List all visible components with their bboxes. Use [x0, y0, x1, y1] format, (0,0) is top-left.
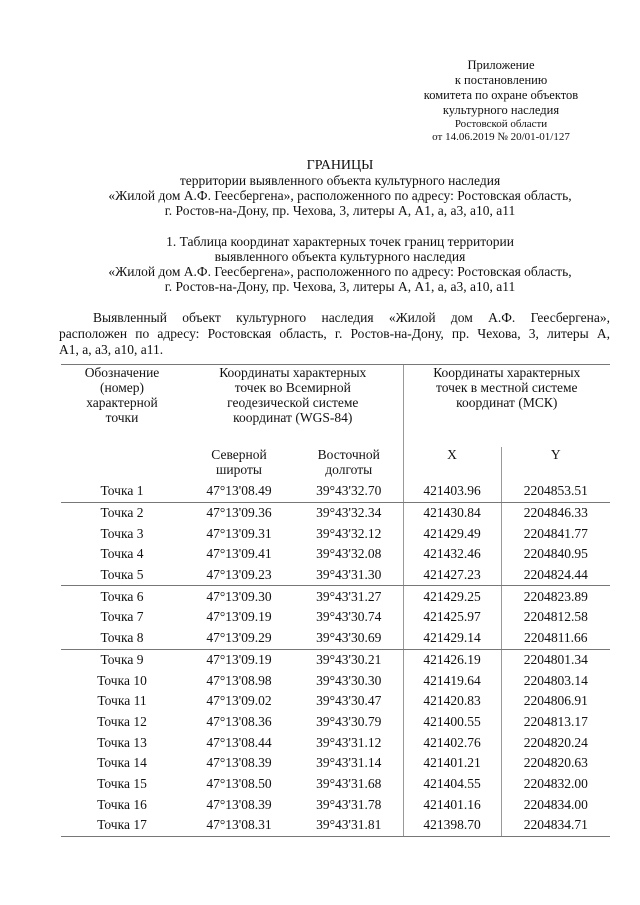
longitude-cell: 39°43'30.47	[316, 693, 382, 709]
document-title-heading: ГРАНИЦЫ	[306, 158, 374, 173]
document-title-line: территории выявленного объекта культурного наследия	[179, 173, 501, 188]
latitude-cell: 47°13'08.49	[183, 481, 295, 502]
y-coordinate-cell: 2204846.33	[501, 502, 610, 523]
intro-paragraph	[59, 310, 610, 358]
table-row	[61, 481, 610, 502]
longitude-cell: 39°43'32.08	[316, 546, 382, 562]
x-coordinate-cell: 421429.49	[403, 523, 501, 544]
intro-line: расположен по адресу: Ростовская область, г. Ростов-на-Дону, пр. Чехова, 3, литеры А,	[59, 326, 610, 341]
latitude-cell: 47°13'09.31	[206, 525, 272, 541]
y-coordinate-cell: 2204803.14	[501, 670, 610, 691]
y-coordinate-cell: 2204813.17	[501, 712, 610, 733]
point-name-cell: Точка 11	[97, 693, 147, 709]
latitude-cell: 47°13'08.31	[183, 815, 295, 836]
header-line: точек во Всемирной	[234, 380, 351, 395]
latitude-cell: 47°13'08.39	[206, 755, 272, 771]
y-coordinate-cell: 2204841.77	[501, 523, 610, 544]
table-row	[61, 544, 610, 565]
latitude-cell: 47°13'09.19	[206, 609, 272, 625]
header-line: широты	[216, 462, 262, 477]
y-coordinate-cell: 2204811.66	[501, 628, 610, 649]
latitude-cell: 47°13'08.39	[206, 796, 272, 812]
point-name-cell: Точка 12	[97, 713, 147, 729]
header-east-longitude	[295, 447, 403, 481]
latitude-cell: 47°13'09.29	[183, 628, 295, 649]
y-coordinate-cell: 2204834.00	[501, 794, 610, 815]
section-title-line: «Жилой дом А.Ф. Геесбергена», расположенного по адресу: Ростовская область,	[108, 264, 572, 279]
header-line: геодезической системе	[227, 395, 359, 410]
header-line: Координаты характерных	[433, 365, 581, 380]
appendix-line: культурного наследия	[442, 103, 560, 117]
header-line: точки	[105, 410, 139, 425]
appendix-line: Ростовской области	[454, 118, 548, 130]
header-line: Обозначение	[84, 365, 160, 380]
appendix-line: комитета по охране объектов	[423, 88, 579, 102]
document-title	[40, 158, 640, 218]
x-coordinate-cell: 421426.19	[403, 649, 501, 670]
section-title-line: выявленного объекта культурного наследия	[214, 249, 466, 264]
latitude-cell: 47°13'09.36	[206, 505, 272, 521]
longitude-cell: 39°43'31.27	[316, 588, 382, 604]
y-coordinate-cell: 2204832.00	[501, 774, 610, 795]
x-coordinate-cell: 421404.55	[403, 774, 501, 795]
longitude-cell: 39°43'31.30	[295, 565, 403, 586]
point-name-cell: Точка 10	[97, 672, 147, 688]
table-row	[61, 607, 610, 628]
longitude-cell: 39°43'30.21	[316, 651, 382, 667]
header-msk	[403, 365, 610, 448]
y-coordinate-cell: 2204812.58	[501, 607, 610, 628]
table-row	[61, 565, 610, 586]
x-coordinate-cell: 421402.76	[403, 732, 501, 753]
y-coordinate-cell: 2204801.34	[501, 649, 610, 670]
x-coordinate-cell: 421420.83	[403, 691, 501, 712]
x-coordinate-cell: 421401.21	[403, 753, 501, 774]
x-coordinate-cell: 421403.96	[403, 481, 501, 502]
latitude-cell: 47°13'09.23	[183, 565, 295, 586]
x-coordinate-cell: 421432.46	[403, 544, 501, 565]
longitude-cell: 39°43'30.74	[316, 609, 382, 625]
header-line: точек в местной системе	[435, 380, 578, 395]
table-row	[61, 732, 610, 753]
longitude-cell: 39°43'31.14	[316, 755, 382, 771]
intro-line: А1, а, а3, а10, а11.	[59, 342, 164, 357]
section-title-line: г. Ростов-на-Дону, пр. Чехова, 3, литеры А, А1, а, а3, а10, а11	[164, 279, 516, 294]
coordinates-table	[61, 364, 610, 837]
x-coordinate-cell: 421401.16	[403, 794, 501, 815]
x-coordinate-cell: 421419.64	[403, 670, 501, 691]
section-title-line: 1. Таблица координат характерных точек границ территории	[166, 234, 514, 249]
header-x: X	[403, 447, 501, 481]
appendix-line: Приложение	[467, 58, 535, 72]
header-north-latitude	[183, 447, 295, 481]
latitude-cell: 47°13'08.36	[206, 713, 272, 729]
header-y: Y	[501, 447, 610, 481]
document-title-line: г. Ростов-на-Дону, пр. Чехова, 3, литеры А, А1, а, а3, а10, а11	[164, 203, 516, 218]
longitude-cell: 39°43'32.34	[316, 505, 382, 521]
latitude-cell: 47°13'09.02	[206, 693, 272, 709]
intro-line: Выявленный объект культурного наследия «Жилой дом А.Ф. Геесбергена»,	[93, 310, 610, 325]
x-coordinate-cell: 421429.14	[403, 628, 501, 649]
table-row	[61, 649, 610, 670]
header-line: координат (МСК)	[456, 395, 558, 410]
appendix-block	[395, 58, 607, 144]
point-name-cell: Точка 8	[61, 628, 183, 649]
appendix-line: к постановлению	[454, 73, 548, 87]
point-name-cell: Точка 1	[61, 481, 183, 502]
header-line: (номер)	[100, 380, 144, 395]
latitude-cell: 47°13'09.19	[206, 651, 272, 667]
point-name-cell: Точка 15	[97, 775, 147, 791]
longitude-cell: 39°43'31.68	[316, 775, 382, 791]
header-empty	[61, 447, 183, 481]
point-name-cell: Точка 16	[97, 796, 147, 812]
y-coordinate-cell: 2204806.91	[501, 691, 610, 712]
table-row	[61, 712, 610, 733]
x-coordinate-cell: 421425.97	[403, 607, 501, 628]
header-point-designation	[61, 365, 183, 448]
latitude-cell: 47°13'08.50	[206, 775, 272, 791]
point-name-cell: Точка 3	[100, 525, 144, 541]
latitude-cell: 47°13'09.30	[206, 588, 272, 604]
latitude-cell: 47°13'09.41	[206, 546, 272, 562]
header-line: Северной	[211, 447, 267, 462]
table-row	[61, 670, 610, 691]
latitude-cell: 47°13'08.44	[206, 734, 272, 750]
table-row	[61, 774, 610, 795]
longitude-cell: 39°43'30.30	[316, 672, 382, 688]
longitude-cell: 39°43'31.81	[295, 815, 403, 836]
table-row	[61, 691, 610, 712]
longitude-cell: 39°43'30.69	[295, 628, 403, 649]
y-coordinate-cell: 2204834.71	[501, 815, 610, 836]
table-row	[61, 523, 610, 544]
table-row	[61, 628, 610, 649]
table-row	[61, 753, 610, 774]
header-line: Восточной	[317, 447, 380, 462]
point-name-cell: Точка 6	[100, 588, 144, 604]
x-coordinate-cell: 421430.84	[403, 502, 501, 523]
y-coordinate-cell: 2204840.95	[501, 544, 610, 565]
table-row	[61, 502, 610, 523]
latitude-cell: 47°13'08.98	[206, 672, 272, 688]
x-coordinate-cell: 421398.70	[403, 815, 501, 836]
appendix-line: от 14.06.2019 № 20/01-01/127	[432, 131, 570, 143]
table-row	[61, 586, 610, 607]
x-coordinate-cell: 421427.23	[403, 565, 501, 586]
x-coordinate-cell: 421400.55	[403, 712, 501, 733]
document-title-line: «Жилой дом А.Ф. Геесбергена», расположенного по адресу: Ростовская область,	[108, 188, 572, 203]
table-row	[61, 815, 610, 836]
point-name-cell: Точка 14	[97, 755, 147, 771]
header-line: долготы	[325, 462, 373, 477]
header-wgs84	[183, 365, 403, 448]
longitude-cell: 39°43'30.79	[316, 713, 382, 729]
longitude-cell: 39°43'31.12	[316, 734, 382, 750]
y-coordinate-cell: 2204853.51	[501, 481, 610, 502]
point-name-cell: Точка 7	[100, 609, 144, 625]
point-name-cell: Точка 9	[100, 651, 144, 667]
header-line: Координаты характерных	[219, 365, 367, 380]
point-name-cell: Точка 13	[97, 734, 147, 750]
point-name-cell: Точка 2	[100, 505, 144, 521]
longitude-cell: 39°43'32.12	[316, 525, 382, 541]
y-coordinate-cell: 2204820.63	[501, 753, 610, 774]
y-coordinate-cell: 2204820.24	[501, 732, 610, 753]
point-name-cell: Точка 4	[100, 546, 144, 562]
y-coordinate-cell: 2204824.44	[501, 565, 610, 586]
x-coordinate-cell: 421429.25	[403, 586, 501, 607]
longitude-cell: 39°43'32.70	[295, 481, 403, 502]
coordinates-table-body	[61, 481, 610, 836]
y-coordinate-cell: 2204823.89	[501, 586, 610, 607]
point-name-cell: Точка 5	[61, 565, 183, 586]
longitude-cell: 39°43'31.78	[316, 796, 382, 812]
header-line: характерной	[86, 395, 158, 410]
point-name-cell: Точка 17	[61, 815, 183, 836]
header-line: координат (WGS-84)	[233, 410, 353, 425]
section-title	[40, 234, 640, 294]
table-row	[61, 794, 610, 815]
